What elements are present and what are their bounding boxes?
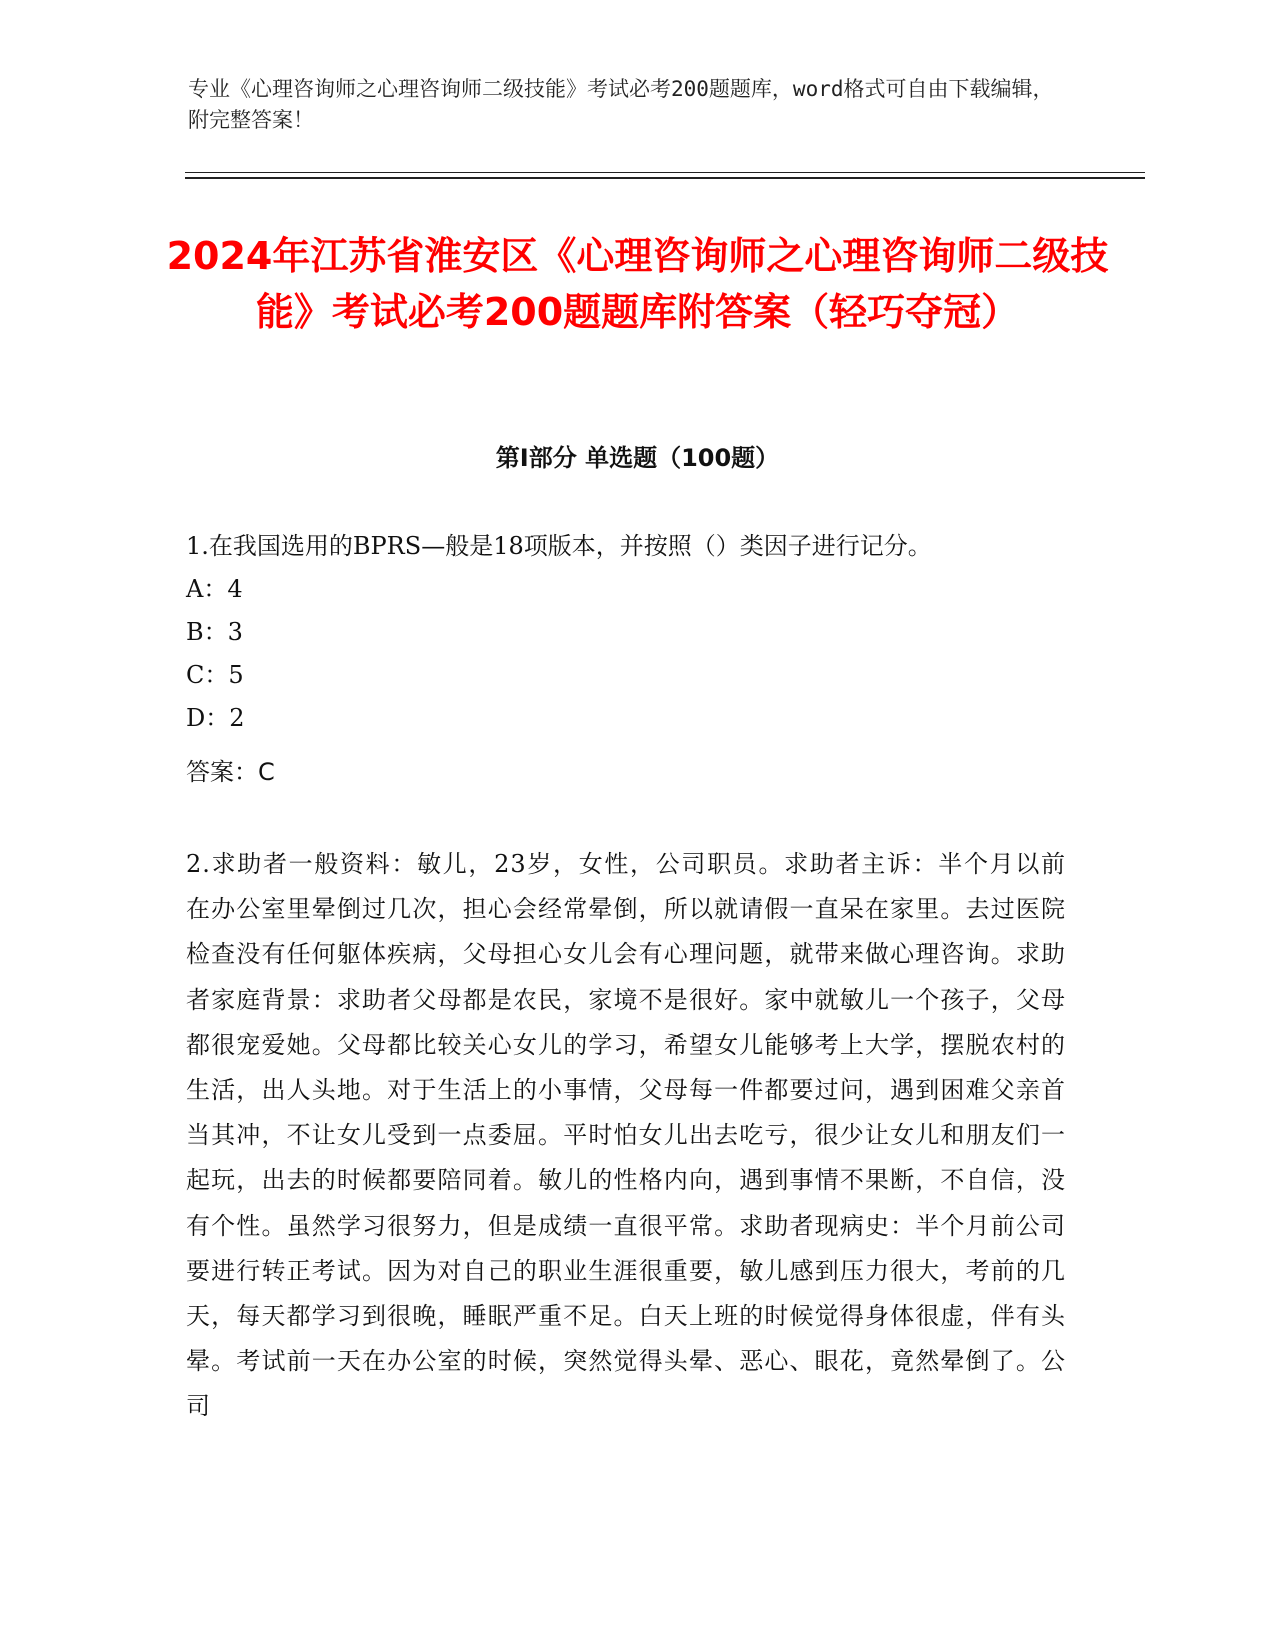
header-note: 专业《心理咨询师之心理咨询师二级技能》考试必考200题题库，word格式可自由下载编辑，附完整答案！	[188, 77, 1054, 132]
question-2-stem: 2.求助者一般资料：敏儿，23岁，女性，公司职员。求助者主诉：半个月以前在办公室里晕倒过几次，担心会经常晕倒，所以就请假一直呆在家里。去过医院检查没有任何躯体疾病，父母担心女儿会有心理问题，就带来做心理咨询。求助者家庭背景：求助者父母都是农民，家境不是很好。家中就敏儿一个孩子，父母都很宠爱她。父母都比较关心女儿的学习，希望女儿能够考上大学，摆脱农村的生活，出人头地。对于生活上的小事情，父母每一件都要过问，遇到困难父亲首当其冲，不让女儿受到一点委屈。平时怕女儿出去吃亏，很少让女儿和朋友们一起玩，出去的时候都要陪同着。敏儿的性格内向，遇到事情不果断，不自信，没有个性。虽然学习很努力，但是成绩一直很平常。求助者现病史：半个月前公司要进行转正考试。因为对自己的职业生涯很重要，敏儿感到压力很大，考前的几天，每天都学习到很晚，睡眠严重不足。白天上班的时候觉得身体很虚，伴有头晕。考试前一天在办公室的时候，突然觉得头晕、恶心、眼花，竟然晕倒了。公司	[186, 850, 1066, 1421]
header-divider-thin	[185, 172, 1145, 173]
question-1-option-b: B：3	[186, 618, 243, 646]
question-1-option-d: D：2	[186, 704, 245, 732]
question-1-stem: 1.在我国选用的BPRS—般是18项版本，并按照（）类因子进行记分。	[186, 532, 932, 560]
question-1-option-c: C：5	[186, 661, 244, 689]
section-heading: 第I部分 单选题（100题）	[495, 444, 780, 472]
header-divider-thick	[185, 177, 1145, 179]
document-title: 2024年江苏省淮安区《心理咨询师之心理咨询师二级技能》考试必考200题题库附答案（轻巧夺冠）	[166, 234, 1109, 334]
question-1-option-a: A：4	[186, 575, 243, 603]
question-1-answer: 答案：C	[186, 758, 275, 786]
